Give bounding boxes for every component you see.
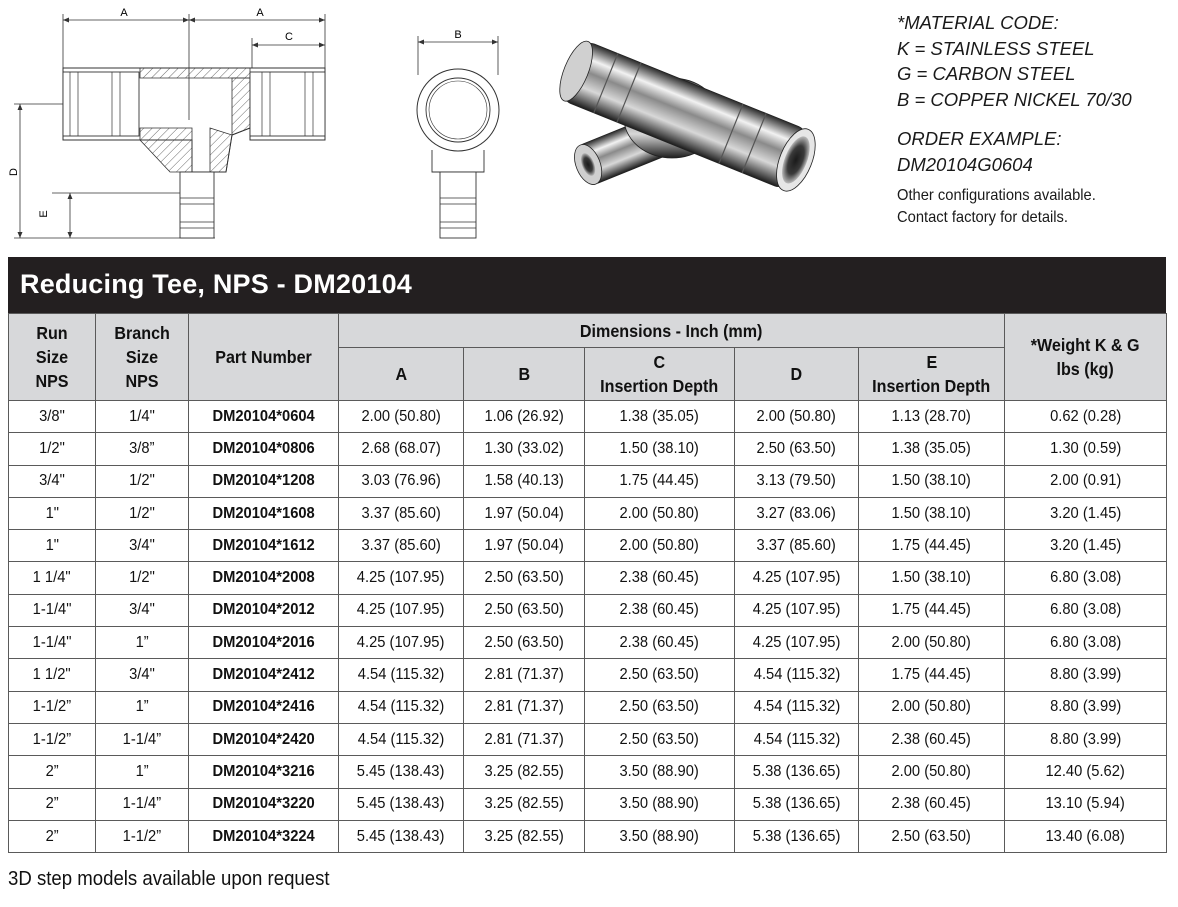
table-row: [9, 691, 1167, 723]
cell-dim-e: 2.38 (60.45): [859, 723, 1005, 755]
cell-dim-c: 2.00 (50.80): [585, 497, 735, 529]
cell-dim-b: 3.25 (82.55): [464, 820, 585, 852]
cell-part-number: DM20104*0604: [189, 401, 339, 433]
table-row: [9, 562, 1167, 594]
cell-dim-a: 2.00 (50.80): [339, 401, 464, 433]
cell-weight: 6.80 (3.08): [1005, 562, 1167, 594]
cell-dim-d: 5.38 (136.65): [735, 820, 859, 852]
cell-dim-d: 3.37 (85.60): [735, 530, 859, 562]
order-example-value: DM20104G0604: [897, 153, 1033, 175]
cell-dim-b: 3.25 (82.55): [464, 756, 585, 788]
cell-dim-d: 2.00 (50.80): [735, 401, 859, 433]
cell-dim-d: 4.25 (107.95): [735, 594, 859, 626]
cell-dim-b: 2.81 (71.37): [464, 659, 585, 691]
cell-dim-d: 5.38 (136.65): [735, 756, 859, 788]
cell-dim-d: 4.25 (107.95): [735, 562, 859, 594]
dim-label-b: B: [454, 29, 462, 41]
cell-dim-a: 2.68 (68.07): [339, 433, 464, 465]
cell-dim-b: 2.81 (71.37): [464, 691, 585, 723]
table-body: [9, 401, 1167, 853]
cell-branch-size: 1”: [96, 691, 189, 723]
cell-dim-b: 2.50 (63.50): [464, 562, 585, 594]
cell-dim-c: 2.50 (63.50): [585, 723, 735, 755]
cell-dim-e: 2.50 (63.50): [859, 820, 1005, 852]
reducing-tee-spec-table: [8, 313, 1167, 853]
col-header-d: D: [735, 348, 859, 401]
cell-run-size: 1-1/4": [9, 627, 96, 659]
cell-part-number: DM20104*2412: [189, 659, 339, 691]
cell-dim-b: 1.30 (33.02): [464, 433, 585, 465]
cell-dim-e: 2.38 (60.45): [859, 788, 1005, 820]
material-code-b: B = COPPER NICKEL 70/30: [897, 88, 1132, 110]
cell-dim-b: 1.97 (50.04): [464, 497, 585, 529]
cell-dim-c: 3.50 (88.90): [585, 756, 735, 788]
cell-dim-a: 4.54 (115.32): [339, 691, 464, 723]
cell-dim-a: 3.37 (85.60): [339, 497, 464, 529]
cell-weight: 13.40 (6.08): [1005, 820, 1167, 852]
col-header-part-number: Part Number: [189, 314, 339, 401]
product-3d-image: [553, 36, 823, 196]
material-code-g: G = CARBON STEEL: [897, 63, 1076, 84]
dim-label-a-left: A: [120, 7, 128, 19]
cell-part-number: DM20104*2420: [189, 723, 339, 755]
cell-run-size: 1-1/4": [9, 594, 96, 626]
end-view-drawing: [417, 29, 499, 238]
material-code-title: *MATERIAL CODE:: [897, 12, 1059, 33]
cell-dim-b: 1.97 (50.04): [464, 530, 585, 562]
cell-dim-d: 4.54 (115.32): [735, 723, 859, 755]
cell-dim-a: 3.03 (76.96): [339, 465, 464, 497]
table-header: [9, 314, 1167, 401]
cell-part-number: DM20104*3216: [189, 756, 339, 788]
cell-dim-c: 1.75 (44.45): [585, 465, 735, 497]
config-note-line1: Other configurations available.: [897, 187, 1096, 204]
table-row: [9, 594, 1167, 626]
cell-dim-e: 1.75 (44.45): [859, 659, 1005, 691]
table-row: [9, 530, 1167, 562]
cell-run-size: 3/8": [9, 401, 96, 433]
col-header-c: C Insertion Depth: [585, 348, 735, 401]
dim-label-a-right: A: [256, 7, 264, 19]
cell-part-number: DM20104*3224: [189, 820, 339, 852]
cell-run-size: 1 1/2": [9, 659, 96, 691]
col-header-b: B: [464, 348, 585, 401]
cell-branch-size: 3/8”: [96, 433, 189, 465]
cell-branch-size: 1/2": [96, 562, 189, 594]
cell-dim-c: 3.50 (88.90): [585, 820, 735, 852]
order-example-title: ORDER EXAMPLE:: [897, 128, 1062, 149]
cell-dim-d: 5.38 (136.65): [735, 788, 859, 820]
cell-part-number: DM20104*3220: [189, 788, 339, 820]
cell-dim-c: 3.50 (88.90): [585, 788, 735, 820]
cell-weight: 8.80 (3.99): [1005, 659, 1167, 691]
cell-part-number: DM20104*1612: [189, 530, 339, 562]
cell-run-size: 1": [9, 497, 96, 529]
cell-dim-b: 1.58 (40.13): [464, 465, 585, 497]
cell-branch-size: 3/4": [96, 594, 189, 626]
cell-branch-size: 1/2": [96, 465, 189, 497]
cell-part-number: DM20104*1208: [189, 465, 339, 497]
cell-run-size: 2”: [9, 756, 96, 788]
cell-branch-size: 1/2": [96, 497, 189, 529]
cell-weight: 12.40 (5.62): [1005, 756, 1167, 788]
table-row: [9, 788, 1167, 820]
cell-dim-e: 2.00 (50.80): [859, 691, 1005, 723]
cell-dim-c: 2.38 (60.45): [585, 594, 735, 626]
cell-dim-d: 3.13 (79.50): [735, 465, 859, 497]
cell-part-number: DM20104*2008: [189, 562, 339, 594]
footer-note: 3D step models available upon request: [8, 868, 330, 890]
cell-weight: 8.80 (3.99): [1005, 691, 1167, 723]
cell-dim-e: 1.75 (44.45): [859, 594, 1005, 626]
cell-run-size: 1-1/2”: [9, 691, 96, 723]
cell-weight: 2.00 (0.91): [1005, 465, 1167, 497]
material-code-notes: [897, 10, 1172, 229]
cell-weight: 13.10 (5.94): [1005, 788, 1167, 820]
cell-dim-d: 4.54 (115.32): [735, 691, 859, 723]
cell-part-number: DM20104*1608: [189, 497, 339, 529]
cell-run-size: 1-1/2”: [9, 723, 96, 755]
cell-dim-c: 1.50 (38.10): [585, 433, 735, 465]
col-header-branch-size: Branch Size NPS: [96, 314, 189, 401]
cell-dim-c: 2.38 (60.45): [585, 562, 735, 594]
cell-dim-d: 4.25 (107.95): [735, 627, 859, 659]
cell-dim-e: 1.50 (38.10): [859, 465, 1005, 497]
table-row: [9, 820, 1167, 852]
cell-dim-a: 4.54 (115.32): [339, 723, 464, 755]
cell-weight: 6.80 (3.08): [1005, 594, 1167, 626]
cell-dim-b: 3.25 (82.55): [464, 788, 585, 820]
cell-part-number: DM20104*2416: [189, 691, 339, 723]
cell-dim-c: 2.00 (50.80): [585, 530, 735, 562]
cell-run-size: 1/2": [9, 433, 96, 465]
cell-dim-a: 4.54 (115.32): [339, 659, 464, 691]
cell-run-size: 3/4": [9, 465, 96, 497]
cell-dim-e: 1.75 (44.45): [859, 530, 1005, 562]
cell-branch-size: 1”: [96, 627, 189, 659]
cell-weight: 1.30 (0.59): [1005, 433, 1167, 465]
section-view-drawing: [8, 7, 325, 238]
cell-dim-c: 2.50 (63.50): [585, 659, 735, 691]
dim-label-d: D: [8, 168, 20, 176]
col-header-weight: *Weight K & G lbs (kg): [1005, 314, 1167, 401]
material-code-k: K = STAINLESS STEEL: [897, 37, 1095, 59]
cell-dim-e: 2.00 (50.80): [859, 756, 1005, 788]
table-row: [9, 723, 1167, 755]
dim-label-e: E: [38, 210, 50, 218]
cell-weight: 3.20 (1.45): [1005, 497, 1167, 529]
cell-weight: 6.80 (3.08): [1005, 627, 1167, 659]
cell-branch-size: 1-1/4”: [96, 723, 189, 755]
cell-part-number: DM20104*2012: [189, 594, 339, 626]
table-row: [9, 627, 1167, 659]
cell-dim-a: 3.37 (85.60): [339, 530, 464, 562]
cell-branch-size: 3/4": [96, 659, 189, 691]
cell-dim-d: 3.27 (83.06): [735, 497, 859, 529]
cell-dim-b: 1.06 (26.92): [464, 401, 585, 433]
cell-run-size: 1 1/4": [9, 562, 96, 594]
cell-dim-d: 4.54 (115.32): [735, 659, 859, 691]
cell-dim-a: 5.45 (138.43): [339, 820, 464, 852]
cell-dim-b: 2.81 (71.37): [464, 723, 585, 755]
table-row: [9, 401, 1167, 433]
config-note-line2: Contact factory for details.: [897, 209, 1068, 226]
cell-dim-a: 5.45 (138.43): [339, 756, 464, 788]
cell-dim-a: 4.25 (107.95): [339, 594, 464, 626]
cell-branch-size: 3/4": [96, 530, 189, 562]
cell-branch-size: 1-1/4”: [96, 788, 189, 820]
cell-weight: 0.62 (0.28): [1005, 401, 1167, 433]
cell-part-number: DM20104*0806: [189, 433, 339, 465]
cell-dim-e: 1.38 (35.05): [859, 433, 1005, 465]
cell-dim-c: 2.38 (60.45): [585, 627, 735, 659]
cell-dim-a: 4.25 (107.95): [339, 562, 464, 594]
cell-dim-a: 4.25 (107.95): [339, 627, 464, 659]
cell-dim-e: 1.13 (28.70): [859, 401, 1005, 433]
table-title: Reducing Tee, NPS - DM20104: [20, 269, 413, 299]
col-header-dimensions: Dimensions - Inch (mm): [339, 314, 1005, 348]
cell-dim-e: 1.50 (38.10): [859, 562, 1005, 594]
cell-run-size: 2”: [9, 820, 96, 852]
cell-run-size: 1": [9, 530, 96, 562]
cell-weight: 8.80 (3.99): [1005, 723, 1167, 755]
table-row: [9, 659, 1167, 691]
cell-dim-e: 1.50 (38.10): [859, 497, 1005, 529]
cell-dim-e: 2.00 (50.80): [859, 627, 1005, 659]
cell-dim-c: 1.38 (35.05): [585, 401, 735, 433]
col-header-a: A: [339, 348, 464, 401]
cell-dim-b: 2.50 (63.50): [464, 594, 585, 626]
cell-dim-b: 2.50 (63.50): [464, 627, 585, 659]
cell-part-number: DM20104*2016: [189, 627, 339, 659]
cell-dim-a: 5.45 (138.43): [339, 788, 464, 820]
dim-label-c: C: [285, 31, 293, 43]
table-row: [9, 465, 1167, 497]
col-header-run-size: Run Size NPS: [9, 314, 96, 401]
cell-branch-size: 1”: [96, 756, 189, 788]
table-row: [9, 756, 1167, 788]
col-header-e: E Insertion Depth: [859, 348, 1005, 401]
table-title-bar: [8, 257, 1166, 313]
cell-run-size: 2”: [9, 788, 96, 820]
cell-dim-c: 2.50 (63.50): [585, 691, 735, 723]
cell-dim-d: 2.50 (63.50): [735, 433, 859, 465]
cell-branch-size: 1/4": [96, 401, 189, 433]
cell-branch-size: 1-1/2”: [96, 820, 189, 852]
cell-weight: 3.20 (1.45): [1005, 530, 1167, 562]
table-row: [9, 497, 1167, 529]
table-row: [9, 433, 1167, 465]
